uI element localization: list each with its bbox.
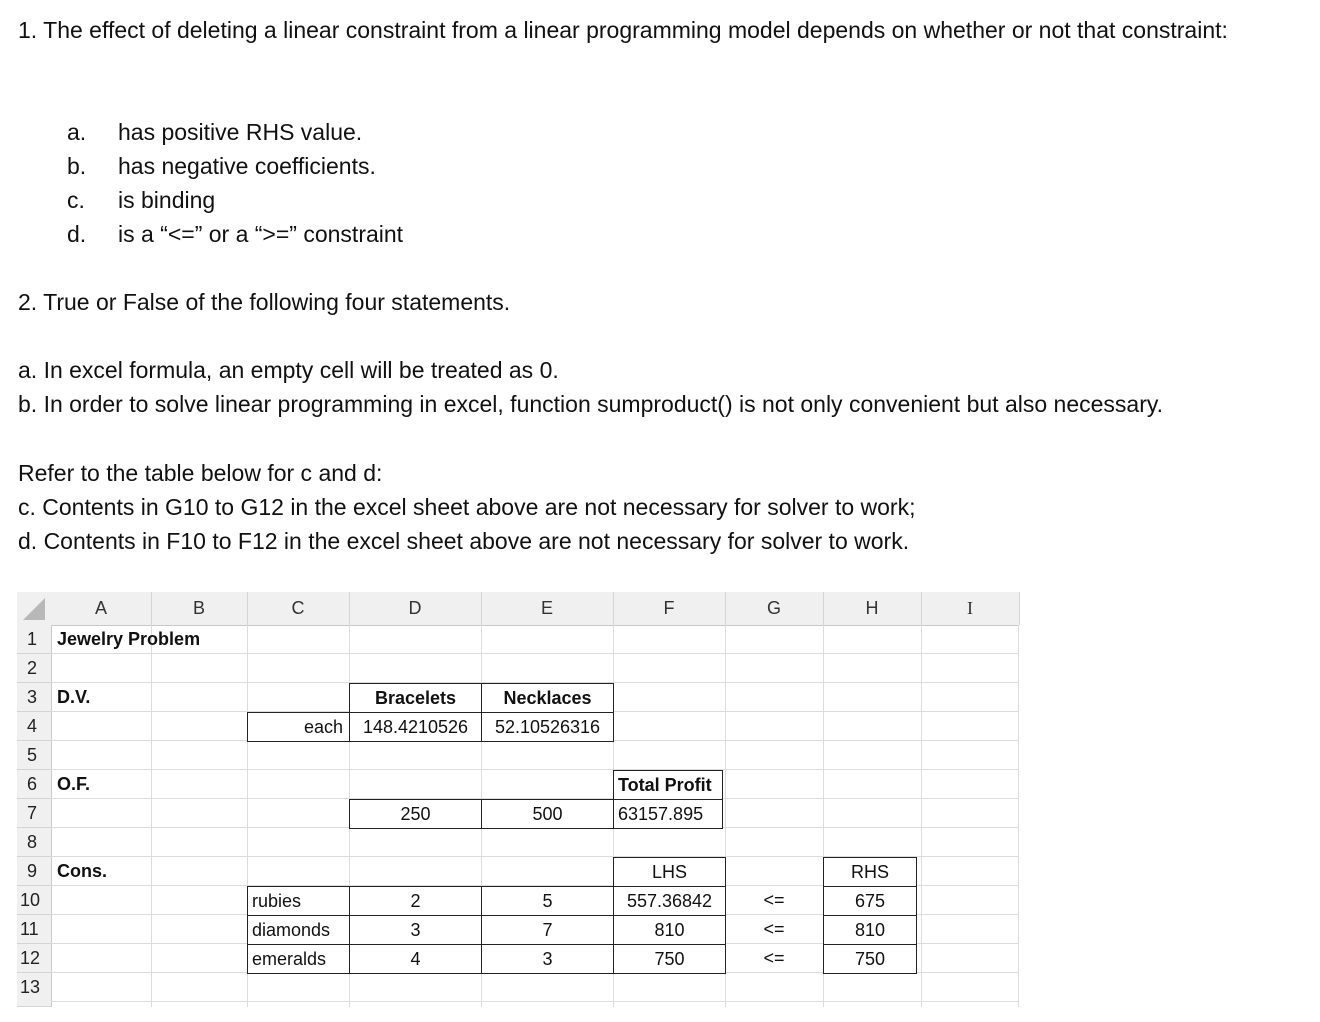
option-letter: b. bbox=[67, 153, 87, 179]
column-header-h[interactable]: H bbox=[823, 592, 922, 625]
constraint-coef-d[interactable]: 3 bbox=[349, 915, 482, 945]
column-header-b[interactable]: B bbox=[151, 592, 248, 625]
row-header[interactable]: 10 bbox=[17, 886, 51, 915]
row-header[interactable]: 5 bbox=[17, 741, 51, 770]
constraint-lhs[interactable]: 557.36842 bbox=[613, 886, 726, 916]
constraint-coef-d[interactable]: 2 bbox=[349, 886, 482, 916]
bracelets-value[interactable]: 148.4210526 bbox=[349, 712, 482, 742]
constraint-coef-e[interactable]: 3 bbox=[481, 944, 614, 974]
cons-label[interactable]: Cons. bbox=[57, 861, 108, 881]
total-profit-label[interactable]: Total Profit bbox=[613, 770, 723, 800]
option-letter: d. bbox=[67, 221, 87, 247]
row-header[interactable]: 6 bbox=[17, 770, 51, 799]
refer-note: Refer to the table below for c and d: bbox=[18, 460, 383, 486]
constraint-coef-d[interactable]: 4 bbox=[349, 944, 482, 974]
rhs-header[interactable]: RHS bbox=[823, 857, 917, 887]
option-text: has positive RHS value. bbox=[118, 119, 363, 145]
constraint-operator[interactable]: <= bbox=[763, 948, 785, 968]
constraint-rhs[interactable]: 750 bbox=[823, 944, 917, 974]
row-header[interactable]: 9 bbox=[17, 857, 51, 886]
each-label[interactable]: each bbox=[247, 712, 350, 742]
spreadsheet bbox=[17, 592, 1019, 1007]
bracelets-profit[interactable]: 250 bbox=[349, 799, 482, 829]
necklaces-profit[interactable]: 500 bbox=[481, 799, 614, 829]
row-header[interactable]: 8 bbox=[17, 828, 51, 857]
column-header-i[interactable]: I bbox=[921, 592, 1020, 625]
constraint-name[interactable]: emeralds bbox=[247, 944, 350, 974]
constraint-lhs[interactable]: 750 bbox=[613, 944, 726, 974]
row-header[interactable]: 4 bbox=[17, 712, 51, 741]
option-text: is a “<=” or a “>=” constraint bbox=[118, 221, 404, 247]
column-header-c[interactable]: C bbox=[247, 592, 350, 625]
row-header[interactable]: 7 bbox=[17, 799, 51, 828]
total-profit-value[interactable]: 63157.895 bbox=[613, 799, 723, 829]
dv-label[interactable]: D.V. bbox=[57, 687, 91, 707]
constraint-operator[interactable]: <= bbox=[763, 919, 785, 939]
constraint-rhs[interactable]: 675 bbox=[823, 886, 917, 916]
row-header[interactable]: 12 bbox=[17, 944, 51, 973]
constraint-lhs[interactable]: 810 bbox=[613, 915, 726, 945]
necklaces-header[interactable]: Necklaces bbox=[481, 683, 614, 713]
option-text: has negative coefficients. bbox=[118, 153, 376, 179]
column-header-f[interactable]: F bbox=[613, 592, 726, 625]
select-all-corner[interactable] bbox=[17, 592, 51, 625]
column-header-g[interactable]: G bbox=[725, 592, 824, 625]
statement-a: a. In excel formula, an empty cell will be treated as 0. bbox=[18, 357, 559, 383]
row-header[interactable]: 1 bbox=[17, 625, 51, 654]
question-2-title: 2. True or False of the following four statements. bbox=[18, 289, 511, 315]
select-all-icon bbox=[17, 592, 51, 625]
row-header[interactable]: 3 bbox=[17, 683, 51, 712]
of-label[interactable]: O.F. bbox=[57, 774, 91, 794]
constraint-name[interactable]: diamonds bbox=[247, 915, 350, 945]
constraint-coef-e[interactable]: 5 bbox=[481, 886, 614, 916]
necklaces-value[interactable]: 52.10526316 bbox=[481, 712, 614, 742]
statement-b: b. In order to solve linear programming in excel, function sumproduct() is not only convenient but also necessary. bbox=[18, 391, 1164, 417]
constraint-name[interactable]: rubies bbox=[247, 886, 350, 916]
sheet-title[interactable]: Jewelry Problem bbox=[57, 629, 201, 649]
statement-d: d. Contents in F10 to F12 in the excel sheet above are not necessary for solver to work. bbox=[18, 528, 910, 554]
option-text: is binding bbox=[118, 187, 216, 213]
row-header[interactable]: 11 bbox=[17, 915, 51, 944]
column-header-d[interactable]: D bbox=[349, 592, 482, 625]
row-header[interactable]: 13 bbox=[17, 973, 51, 1007]
lhs-header[interactable]: LHS bbox=[613, 857, 726, 887]
constraint-operator[interactable]: <= bbox=[763, 890, 785, 910]
option-letter: c. bbox=[67, 187, 85, 213]
constraint-rhs[interactable]: 810 bbox=[823, 915, 917, 945]
column-header-a[interactable]: A bbox=[51, 592, 152, 625]
row-header[interactable]: 2 bbox=[17, 654, 51, 683]
statement-c: c. Contents in G10 to G12 in the excel sheet above are not necessary for solver to work; bbox=[18, 494, 916, 520]
question-1-text: 1. The effect of deleting a linear constraint from a linear programming model depends on whether or not that constraint: bbox=[18, 17, 1228, 43]
bracelets-header[interactable]: Bracelets bbox=[349, 683, 482, 713]
constraint-coef-e[interactable]: 7 bbox=[481, 915, 614, 945]
column-header-e[interactable]: E bbox=[481, 592, 614, 625]
option-letter: a. bbox=[67, 119, 87, 145]
